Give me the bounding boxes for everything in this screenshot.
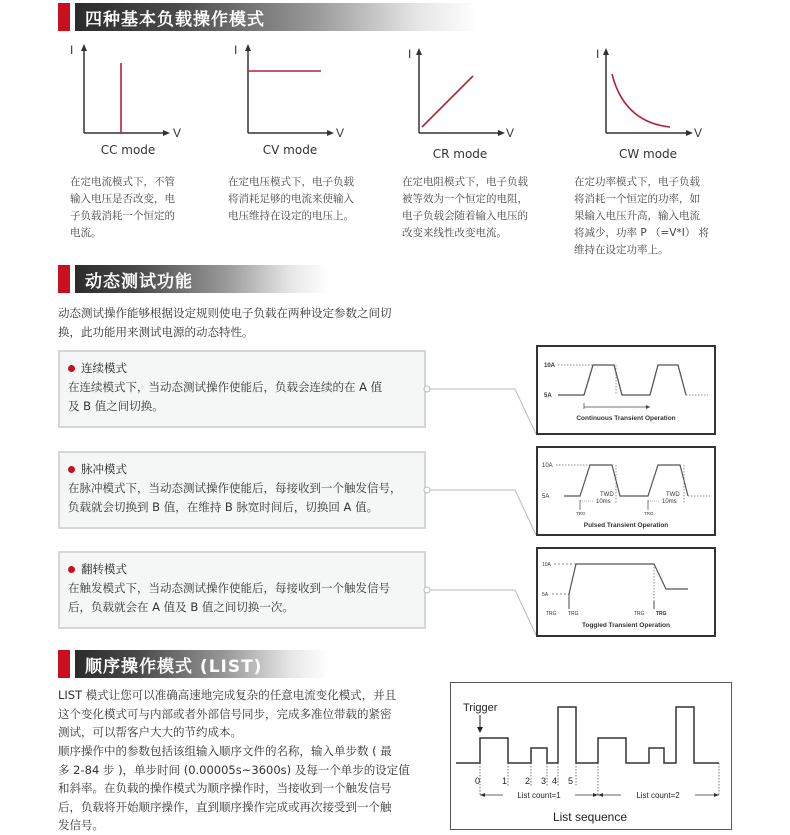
svg-text:Pulsed Transient Operation: Pulsed Transient Operation xyxy=(583,522,669,529)
continuous-mode-box xyxy=(58,350,426,428)
svg-text:1: 1 xyxy=(502,776,508,786)
continuous-transient-diagram xyxy=(536,345,716,435)
toggled-transient-diagram xyxy=(536,547,716,637)
toggle-mode-box xyxy=(58,551,426,629)
section-header-basic-modes xyxy=(58,3,478,31)
svg-text:TRG: TRG xyxy=(576,511,586,516)
bullet-dot-icon xyxy=(68,566,75,573)
svg-text:List sequence: List sequence xyxy=(552,810,628,824)
continuous-mode-body: 在连续模式下，当动态测试操作使能后，负载会连续的在 A 值 及 B 值之间切换。 xyxy=(68,380,383,413)
svg-text:I: I xyxy=(596,47,600,61)
cr-mode-description: 在定电阻模式下，电子负载 被等效为一个恒定的电阻， 电子负载会随着输入电压的 改变来线性改变电流。 xyxy=(402,176,528,239)
section-header-dynamic-test xyxy=(58,265,328,293)
svg-text:4: 4 xyxy=(552,776,558,786)
svg-text:TWD: TWD xyxy=(600,492,614,498)
svg-text:5: 5 xyxy=(568,776,574,786)
section-title: 动态测试功能 xyxy=(85,271,193,292)
svg-text:V: V xyxy=(336,126,345,140)
svg-text:TWD: TWD xyxy=(666,492,680,498)
cv-mode-label: CV mode xyxy=(262,143,318,157)
cc-mode-chart xyxy=(62,40,192,140)
svg-text:5A: 5A xyxy=(544,393,552,399)
cc-mode-label: CC mode xyxy=(100,143,156,157)
svg-text:TRG: TRG xyxy=(644,511,654,516)
header-accent xyxy=(58,265,70,293)
svg-text:I: I xyxy=(408,47,412,61)
cc-mode-description: 在定电流模式下，不管 输入电压是否改变，电 子负载消耗一个恒定的 电流。 xyxy=(70,176,175,239)
section-title: 四种基本负载操作模式 xyxy=(85,9,265,30)
svg-text:TRG: TRG xyxy=(568,611,579,617)
svg-text:10A: 10A xyxy=(542,463,553,469)
svg-text:10ms: 10ms xyxy=(662,499,677,505)
svg-text:List count=2: List count=2 xyxy=(636,791,680,800)
list-sequence-diagram xyxy=(450,682,732,830)
svg-text:TRG: TRG xyxy=(546,611,557,617)
pulse-mode-title: 脉冲模式 xyxy=(81,462,127,476)
dynamic-test-intro: 动态测试操作能够根据设定规则使电子负载在两种设定参数之间切 换，此功能用来测试电源的动态特性。 xyxy=(58,306,392,339)
bullet-dot-icon xyxy=(68,365,75,372)
svg-text:3: 3 xyxy=(541,776,547,786)
svg-text:2: 2 xyxy=(525,776,531,786)
svg-text:V: V xyxy=(173,126,182,140)
svg-text:0: 0 xyxy=(475,776,481,786)
svg-text:5A: 5A xyxy=(542,592,549,598)
header-accent xyxy=(58,650,70,678)
connector-lines xyxy=(420,340,540,640)
svg-text:I: I xyxy=(234,43,238,57)
svg-text:Continuous Transient Operation: Continuous Transient Operation xyxy=(576,415,676,422)
cw-mode-chart xyxy=(590,44,720,144)
pulsed-transient-diagram xyxy=(536,446,716,536)
continuous-mode-title: 连续模式 xyxy=(81,361,127,375)
list-mode-paragraph-2: 顺序操作中的参数包括该组输入顺序文件的名称，输入单步数 ( 最 多 2-84 步 )，单步时间 (0.00005s~3600s) 及每一个单步的设定值 和斜率。在负载的操作模式为顺序操作时，当接收到一个触发信号 后，负载将开始顺序操作，直到顺序操作完成或再次接受到一个触 发信号。 xyxy=(58,744,410,832)
cv-mode-chart xyxy=(228,40,358,140)
svg-text:TRG: TRG xyxy=(656,611,667,617)
cv-mode-description: 在定电压模式下，电子负载 将消耗足够的电流来使输入 电压维持在设定的电压上。 xyxy=(228,176,354,222)
pulse-mode-body: 在脉冲模式下，当动态测试操作使能后，每接收到一个触发信号， 负载就会切换到 B 值，在维持 B 脉宽时间后，切换回 A 值。 xyxy=(68,481,402,514)
svg-text:TRG: TRG xyxy=(634,611,645,617)
svg-text:Trigger: Trigger xyxy=(463,702,498,714)
svg-text:10ms: 10ms xyxy=(596,499,611,505)
svg-text:List count=1: List count=1 xyxy=(517,791,561,800)
cw-mode-label: CW mode xyxy=(618,147,678,161)
cw-mode-description: 在定功率模式下，电子负载 将消耗一个恒定的功率，如 果输入电压升高，输入电流 将减少，功率 P （=V*I） 将 维持在设定功率上。 xyxy=(574,176,710,256)
svg-text:V: V xyxy=(694,126,703,140)
section-header-list-mode xyxy=(58,650,328,678)
pulse-mode-box xyxy=(58,451,426,529)
toggle-mode-title: 翻转模式 xyxy=(81,562,127,576)
svg-text:I: I xyxy=(70,43,74,57)
cr-mode-label: CR mode xyxy=(432,147,488,161)
bullet-dot-icon xyxy=(68,466,75,473)
svg-text:10A: 10A xyxy=(542,562,551,568)
svg-text:Toggled Transient Operation: Toggled Transient Operation xyxy=(582,622,670,629)
cr-mode-chart xyxy=(400,44,530,144)
svg-text:5A: 5A xyxy=(542,494,550,500)
list-mode-paragraph-1: LIST 模式让您可以准确高速地完成复杂的任意电流变化模式，并且 这个变化模式可与内部或者外部信号同步，完成多准位带载的紧密 测试，可以帮客户大大的节约成本。 xyxy=(58,688,397,739)
section-title: 顺序操作模式 (LIST) xyxy=(85,656,263,677)
svg-text:V: V xyxy=(506,126,515,140)
toggle-mode-body: 在触发模式下，当动态测试操作使能后，每接收到一个触发信号 后，负载就会在 A 值及 B 值之间切换一次。 xyxy=(68,581,390,614)
header-accent xyxy=(58,3,70,31)
svg-text:10A: 10A xyxy=(544,363,556,369)
